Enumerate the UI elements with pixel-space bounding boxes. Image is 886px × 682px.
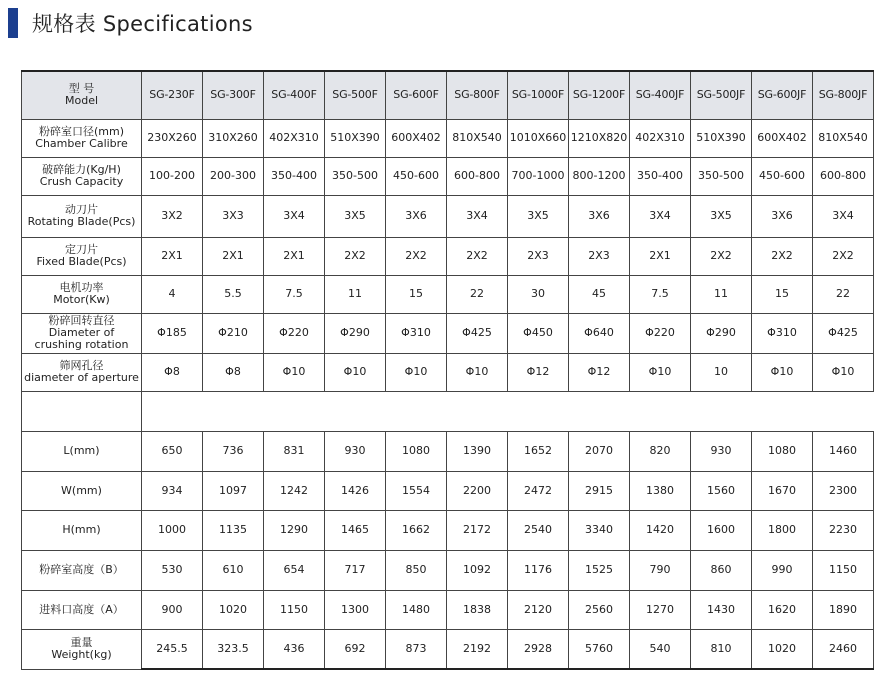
spec-cell: 510X390 [691,119,752,157]
model-column-header: SG-800F [447,71,508,119]
dimension-cell: 1390 [447,431,508,471]
spec-cell: 600-800 [447,157,508,195]
model-column-header: SG-400JF [630,71,691,119]
dimension-cell: 1465 [325,510,386,550]
blank-row-header [22,391,142,431]
spec-cell: 350-400 [630,157,691,195]
spec-row [22,353,874,391]
dimension-cell: 610 [203,550,264,590]
spec-cell: Φ220 [630,313,691,353]
spec-cell: 2X1 [142,237,203,275]
spec-cell: 402X310 [630,119,691,157]
model-column-header: SG-500JF [691,71,752,119]
spec-table-body [22,71,874,669]
spec-cell: 450-600 [386,157,447,195]
dimension-cell: 5760 [569,629,630,669]
dimension-cell: 1430 [691,590,752,629]
dimension-row [22,590,874,629]
spec-cell: Φ12 [508,353,569,391]
row-header-zh: 动刀片 [65,203,98,216]
spec-cell: 3X3 [203,195,264,237]
dimension-cell: 1480 [386,590,447,629]
row-header-en2: crushing rotation [34,338,129,351]
row-header-zh: 电机功率 [59,281,104,294]
model-header-row [22,71,874,119]
dimension-cell: 650 [142,431,203,471]
dimension-cell: 1080 [752,431,813,471]
model-column-header: SG-1200F [569,71,630,119]
dimension-cell: 1000 [142,510,203,550]
row-header-zh: 粉碎室口径(mm) [38,125,124,138]
dimension-row [22,431,874,471]
dimension-row [22,550,874,590]
spec-cell: Φ210 [203,313,264,353]
row-header-en: Fixed Blade(Pcs) [36,255,127,268]
spec-cell: 2X1 [264,237,325,275]
spec-cell: 200-300 [203,157,264,195]
spec-cell: 2X2 [447,237,508,275]
dimension-cell: 1380 [630,471,691,510]
dimension-cell: 1135 [203,510,264,550]
row-header-zh: 定刀片 [65,243,98,256]
spec-cell: 3X2 [142,195,203,237]
row-header-zh: 粉碎回转直径 [48,314,115,327]
title-accent-bar [8,8,18,38]
dimension-cell: 1020 [752,629,813,669]
dimension-cell: 1670 [752,471,813,510]
spec-cell: Φ450 [508,313,569,353]
dimension-cell: 2200 [447,471,508,510]
row-header-en: Crush Capacity [39,175,124,188]
row-header-en: Model [64,94,99,108]
spec-cell: 700-1000 [508,157,569,195]
spec-cell: 3X4 [630,195,691,237]
spec-cell: Φ425 [447,313,508,353]
dimension-cell: 436 [264,629,325,669]
dimension-cell: 1460 [813,431,874,471]
dimension-row [22,471,874,510]
row-header [22,629,142,669]
dimension-row [22,629,874,669]
blank-separator-cell [142,391,874,431]
dimension-cell: 873 [386,629,447,669]
dimension-cell: 1420 [630,510,691,550]
dimension-cell: 736 [203,431,264,471]
spec-cell: 2X3 [508,237,569,275]
row-header: H(mm) [22,510,142,550]
spec-cell: Φ10 [264,353,325,391]
spec-cell: 810X540 [813,119,874,157]
spec-cell: 2X2 [386,237,447,275]
dimension-cell: 540 [630,629,691,669]
model-column-header: SG-400F [264,71,325,119]
dimension-cell: 245.5 [142,629,203,669]
spec-cell: Φ290 [691,313,752,353]
spec-cell: 15 [752,275,813,313]
spec-cell: 7.5 [630,275,691,313]
dimension-cell: 530 [142,550,203,590]
dimension-cell: 2472 [508,471,569,510]
dimension-cell: 692 [325,629,386,669]
spec-cell: Φ8 [203,353,264,391]
row-header: W(mm) [22,471,142,510]
model-column-header: SG-600F [386,71,447,119]
spec-cell: 7.5 [264,275,325,313]
row-header-zh: 重量 [70,636,93,649]
dimension-cell: 2560 [569,590,630,629]
spec-cell: 3X5 [508,195,569,237]
spec-cell: 3X4 [264,195,325,237]
spec-cell: 11 [691,275,752,313]
dimension-cell: 2192 [447,629,508,669]
row-header-zh: 破碎能力(Kg/H) [42,163,121,176]
spec-cell: 2X2 [691,237,752,275]
spec-cell: 600X402 [386,119,447,157]
spec-cell: 3X6 [569,195,630,237]
dimension-cell: 930 [325,431,386,471]
row-header-en: Rotating Blade(Pcs) [27,215,136,228]
model-header-cell [22,71,142,119]
spec-cell: 2X2 [752,237,813,275]
dimension-cell: 790 [630,550,691,590]
dimension-cell: 2120 [508,590,569,629]
dimension-cell: 1270 [630,590,691,629]
dimension-cell: 717 [325,550,386,590]
spec-cell: 5.5 [203,275,264,313]
row-header [22,275,142,313]
spec-cell: 10 [691,353,752,391]
spec-cell: Φ8 [142,353,203,391]
spec-cell: Φ310 [386,313,447,353]
spec-cell: Φ310 [752,313,813,353]
row-header: 粉碎室高度（B） [22,550,142,590]
spec-cell: 2X1 [630,237,691,275]
spec-row [22,275,874,313]
dimension-cell: 1426 [325,471,386,510]
spec-cell: Φ290 [325,313,386,353]
row-header-en: Chamber Calibre [35,137,128,150]
dimension-cell: 2540 [508,510,569,550]
spec-cell: 2X2 [813,237,874,275]
dimension-cell: 1097 [203,471,264,510]
dimension-cell: 2300 [813,471,874,510]
spec-cell: 3X4 [447,195,508,237]
spec-cell: Φ10 [325,353,386,391]
page-title-bar [8,8,253,38]
dimension-cell: 990 [752,550,813,590]
spec-cell: 4 [142,275,203,313]
spec-cell: 510X390 [325,119,386,157]
dimension-cell: 1300 [325,590,386,629]
spec-cell: 45 [569,275,630,313]
spec-cell: 30 [508,275,569,313]
row-header-en: Motor(Kw) [53,293,110,306]
dimension-cell: 2915 [569,471,630,510]
spec-cell: 3X6 [752,195,813,237]
model-column-header: SG-230F [142,71,203,119]
spec-cell: 11 [325,275,386,313]
dimension-cell: 1652 [508,431,569,471]
spec-row [22,195,874,237]
page-title: 规格表 Specifications [32,12,253,36]
spec-cell: Φ10 [813,353,874,391]
dimension-cell: 2172 [447,510,508,550]
dimension-row [22,510,874,550]
spec-cell: 22 [447,275,508,313]
spec-row [22,237,874,275]
row-header-en: Diameter of [48,326,115,339]
spec-cell: Φ10 [386,353,447,391]
dimension-cell: 3340 [569,510,630,550]
spec-cell: 600X402 [752,119,813,157]
blank-separator-row [22,391,874,431]
dimension-cell: 2230 [813,510,874,550]
row-header [22,157,142,195]
spec-cell: 1010X660 [508,119,569,157]
dimension-cell: 1620 [752,590,813,629]
row-header [22,313,142,353]
dimension-cell: 2460 [813,629,874,669]
row-header-zh: 型 号 [68,82,95,96]
row-header: 进料口高度（A） [22,590,142,629]
dimension-cell: 820 [630,431,691,471]
row-header-zh: 筛网孔径 [59,359,104,372]
spec-cell: 15 [386,275,447,313]
dimension-cell: 1662 [386,510,447,550]
spec-cell: Φ220 [264,313,325,353]
model-column-header: SG-300F [203,71,264,119]
spec-cell: 600-800 [813,157,874,195]
spec-cell: Φ10 [447,353,508,391]
spec-cell: Φ185 [142,313,203,353]
dimension-cell: 1020 [203,590,264,629]
dimension-cell: 900 [142,590,203,629]
dimension-cell: 934 [142,471,203,510]
spec-cell: 230X260 [142,119,203,157]
dimension-cell: 1092 [447,550,508,590]
spec-table [21,70,874,670]
spec-cell: 3X5 [691,195,752,237]
spec-cell: Φ10 [630,353,691,391]
spec-row [22,157,874,195]
dimension-cell: 1554 [386,471,447,510]
dimension-cell: 323.5 [203,629,264,669]
row-header [22,237,142,275]
dimension-cell: 1080 [386,431,447,471]
model-column-header: SG-800JF [813,71,874,119]
spec-cell: 3X5 [325,195,386,237]
dimension-cell: 2070 [569,431,630,471]
row-header-en: Weight(kg) [51,648,112,661]
dimension-cell: 1560 [691,471,752,510]
spec-cell: 310X260 [203,119,264,157]
dimension-cell: 831 [264,431,325,471]
dimension-cell: 654 [264,550,325,590]
row-header: L(mm) [22,431,142,471]
dimension-cell: 1242 [264,471,325,510]
row-header [22,119,142,157]
model-column-header: SG-1000F [508,71,569,119]
spec-cell: 2X2 [325,237,386,275]
dimension-cell: 1525 [569,550,630,590]
spec-cell: 810X540 [447,119,508,157]
row-header-en: diameter of aperture [24,371,139,384]
dimension-cell: 1150 [813,550,874,590]
spec-row [22,313,874,353]
spec-cell: 402X310 [264,119,325,157]
model-column-header: SG-600JF [752,71,813,119]
spec-cell: 450-600 [752,157,813,195]
dimension-cell: 860 [691,550,752,590]
spec-cell: 350-500 [325,157,386,195]
dimension-cell: 1176 [508,550,569,590]
dimension-cell: 1600 [691,510,752,550]
row-header [22,353,142,391]
spec-cell: 350-500 [691,157,752,195]
spec-cell: 800-1200 [569,157,630,195]
dimension-cell: 1150 [264,590,325,629]
dimension-cell: 810 [691,629,752,669]
spec-cell: 100-200 [142,157,203,195]
spec-cell: 3X4 [813,195,874,237]
model-column-header: SG-500F [325,71,386,119]
dimension-cell: 850 [386,550,447,590]
spec-cell: 1210X820 [569,119,630,157]
spec-cell: Φ10 [752,353,813,391]
row-header [22,195,142,237]
dimension-cell: 1838 [447,590,508,629]
dimension-cell: 2928 [508,629,569,669]
spec-cell: Φ425 [813,313,874,353]
dimension-cell: 1290 [264,510,325,550]
spec-cell: 350-400 [264,157,325,195]
dimension-cell: 1800 [752,510,813,550]
spec-cell: 3X6 [386,195,447,237]
dimension-cell: 1890 [813,590,874,629]
spec-cell: 2X1 [203,237,264,275]
spec-cell: 22 [813,275,874,313]
spec-cell: Φ640 [569,313,630,353]
dimension-cell: 930 [691,431,752,471]
spec-cell: Φ12 [569,353,630,391]
spec-cell: 2X3 [569,237,630,275]
spec-row [22,119,874,157]
